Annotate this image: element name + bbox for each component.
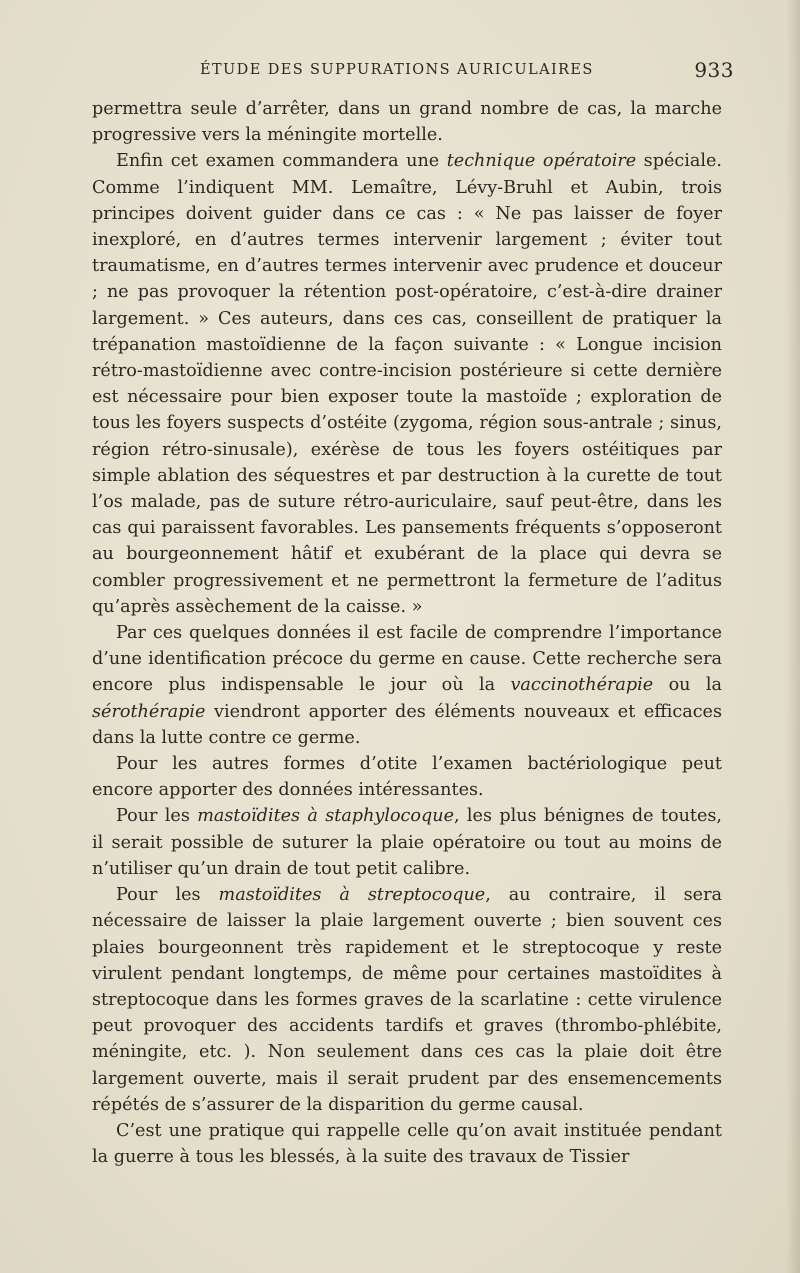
page-number: 933 bbox=[694, 58, 734, 82]
italic-phrase: technique opératoire bbox=[446, 151, 637, 172]
text-run: , au contraire, il sera nécessaire de laisser la plaie largement ouverte ; bien souvent ces plaies bourgeonnent très rapidement et le streptocoque y reste virulent pendant longtemps, de même pour certaines mastoïdites à streptocoque dans les formes graves de la scarlatine : cette virulence peut provoquer des accidents tardifs et graves (thrombo-phlébite, méningite, etc. ). Non seulement dans ces cas la plaie doit être largement ouverte, mais il serait prudent par des ensemencements répétés de s’assurer de la disparition du germe causal. bbox=[92, 885, 722, 1115]
italic-phrase: mastoïdites à streptocoque bbox=[218, 885, 486, 906]
paragraph bbox=[92, 1118, 722, 1170]
text-run: spéciale. Comme l’indiquent MM. Lemaître, Lévy-Bruhl et Aubin, trois principes doivent guider dans ce cas : « Ne pas laisser de foyer inexploré, en d’autres termes intervenir largement ; éviter tout traumatisme, en d’autres termes intervenir avec prudence et douceur ; ne pas provoquer la rétention post-opératoire, c’est-à-dire drainer largement. » Ces auteurs, dans ces cas, conseillent de pratiquer la trépanation mastoïdienne de la façon suivante : « Longue incision rétro-mastoïdienne avec contre-incision postérieure si cette dernière est nécessaire pour bien exposer toute la mastoïde ; exploration de tous les foyers suspects d’ostéite (zygoma, région sous-antrale ; sinus, région rétro-sinusale), exérèse de tous les foyers ostéitiques par simple ablation des séquestres et par destruction à la curette de tout l’os malade, pas de suture rétro-auriculaire, sauf peut-être, dans les cas qui paraissent favorables. Les pansements fréquents s’opposeront au bourgeonnement hâtif et exubérant de la place qui devra se combler progressivement et ne permettront la fermeture de l’aditus qu’après assèchement de la caisse. » bbox=[92, 151, 722, 617]
paragraph bbox=[92, 882, 722, 1118]
page-edge-shadow bbox=[786, 0, 800, 1273]
italic-phrase: sérothérapie bbox=[92, 701, 206, 722]
italic-phrase: vaccinothérapie bbox=[510, 675, 654, 696]
text-run: Enfin cet examen commandera une bbox=[116, 151, 447, 172]
text-run: , les plus bénignes de toutes, il serait possible de suturer la plaie opératoire ou tout au moins de n’utiliser qu’un drain de tout petit calibre. bbox=[92, 806, 722, 879]
text-run: viendront apporter des éléments nouveaux et efficaces dans la lutte contre ce germe. bbox=[92, 701, 722, 748]
running-title: ÉTUDE DES SUPPURATIONS AURICULAIRES bbox=[200, 62, 594, 78]
body-text bbox=[92, 96, 722, 1170]
text-run: Pour les bbox=[116, 885, 219, 906]
text-run: ou la bbox=[653, 675, 722, 696]
page-header bbox=[92, 58, 734, 86]
text-run: permettra seule d’arrêter, dans un grand nombre de cas, la marche progressive vers la méningite mortelle. bbox=[92, 99, 722, 146]
italic-phrase: mastoïdites à staphylocoque bbox=[197, 806, 455, 827]
text-run: C’est une pratique qui rappelle celle qu’on avait instituée pendant la guerre à tous les blessés, à la suite des travaux de Tissier bbox=[92, 1120, 722, 1168]
paragraph bbox=[92, 751, 722, 803]
text-run: Par ces quelques données il est facile de comprendre l’importance d’une identification précoce du germe en cause. Cette recherche sera encore plus indispensable le jour où la bbox=[92, 623, 722, 696]
paragraph bbox=[92, 96, 722, 148]
paragraph bbox=[92, 803, 722, 882]
paragraph bbox=[92, 620, 722, 751]
text-run: Pour les bbox=[116, 806, 198, 827]
paragraph bbox=[92, 148, 722, 620]
text-run: Pour les autres formes d’otite l’examen bactériologique peut encore apporter des données intéressantes. bbox=[92, 754, 722, 801]
